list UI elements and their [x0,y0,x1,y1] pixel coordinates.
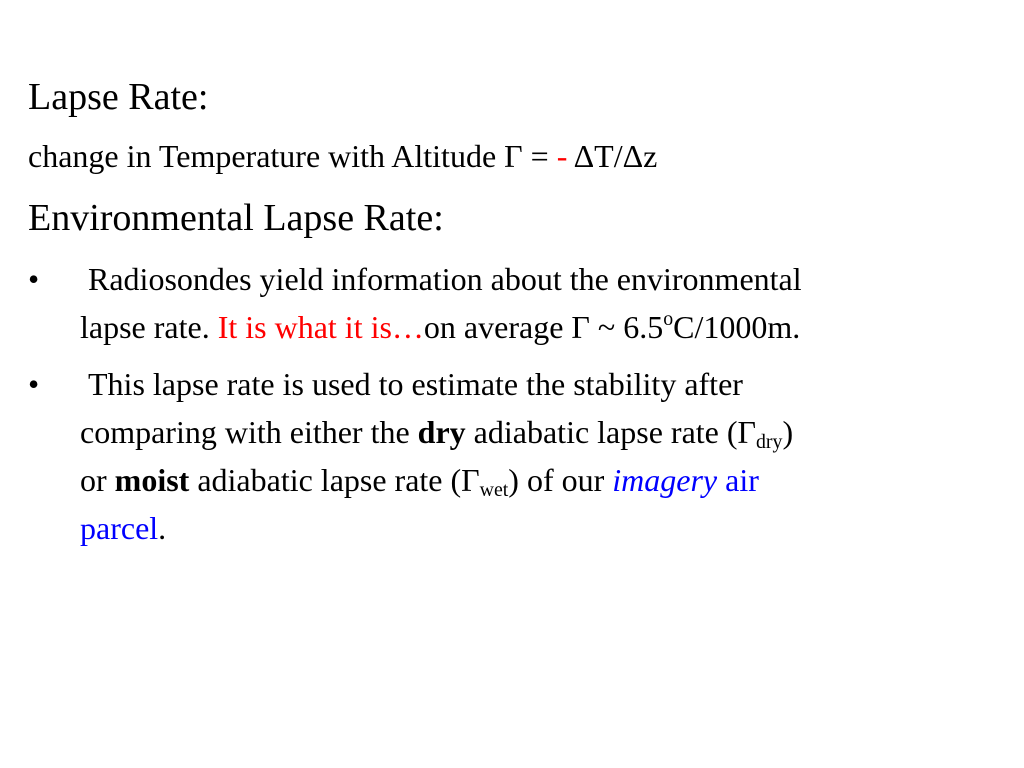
bullet-marker: • [28,366,40,402]
bullet2-line2-mid: adiabatic lapse rate (Γ [465,414,757,450]
bullet2-line2 [80,414,794,453]
definition-prefix: change in Temperature with Altitude [28,138,505,174]
bullet2-line4 [80,512,166,544]
definition-gamma: Γ [504,138,523,174]
bullet1-line2 [80,308,801,345]
bullet-marker: • [28,261,40,297]
bullet1-line2-mid: on average Γ ~ 6.5 [423,309,664,345]
lapse-rate-heading-text: Lapse Rate: [28,76,209,118]
bullet2-sub-dry: dry [756,430,783,453]
definition-minus: - [556,138,568,174]
environmental-lapse-rate-heading [28,199,444,237]
bullet2-parcel: parcel [80,510,159,546]
bullet2-imagery: imagery [612,462,718,498]
bullet2-line3-end: ) of our [508,462,613,498]
definition-delta: ΔT/Δz [573,138,658,174]
bullet2-line3 [80,462,759,501]
bullet1-line2-end: C/1000m. [673,309,801,345]
definition-equals: = [522,138,557,174]
bullet2-sub-wet: wet [479,478,509,501]
environmental-heading-text: Environmental Lapse Rate: [28,197,444,239]
bullet2-line2-start: comparing with either the [80,414,418,450]
bullet1-line1-text: Radiosondes yield information about the environmental [88,261,802,297]
lapse-rate-heading [28,78,208,116]
bullet2-period: . [158,510,167,546]
bullet1-degree-sup: o [663,308,674,331]
lapse-rate-definition [28,140,657,172]
bullet2-line3-mid: adiabatic lapse rate (Γ [189,462,480,498]
bullet1-red-text: It is what it is… [217,309,424,345]
bullet2-line1 [88,368,743,400]
bullet2-air: air [717,462,759,498]
bullet2-dry: dry [417,414,466,450]
bullet2-line3-start: or [80,462,115,498]
bullet2-line1-text: This lapse rate is used to estimate the stability after [88,366,743,402]
bullet2-line2-end: ) [782,414,794,450]
bullet1-line1 [88,263,802,295]
bullet2-moist: moist [114,462,190,498]
bullet1-line2-start: lapse rate. [80,309,218,345]
